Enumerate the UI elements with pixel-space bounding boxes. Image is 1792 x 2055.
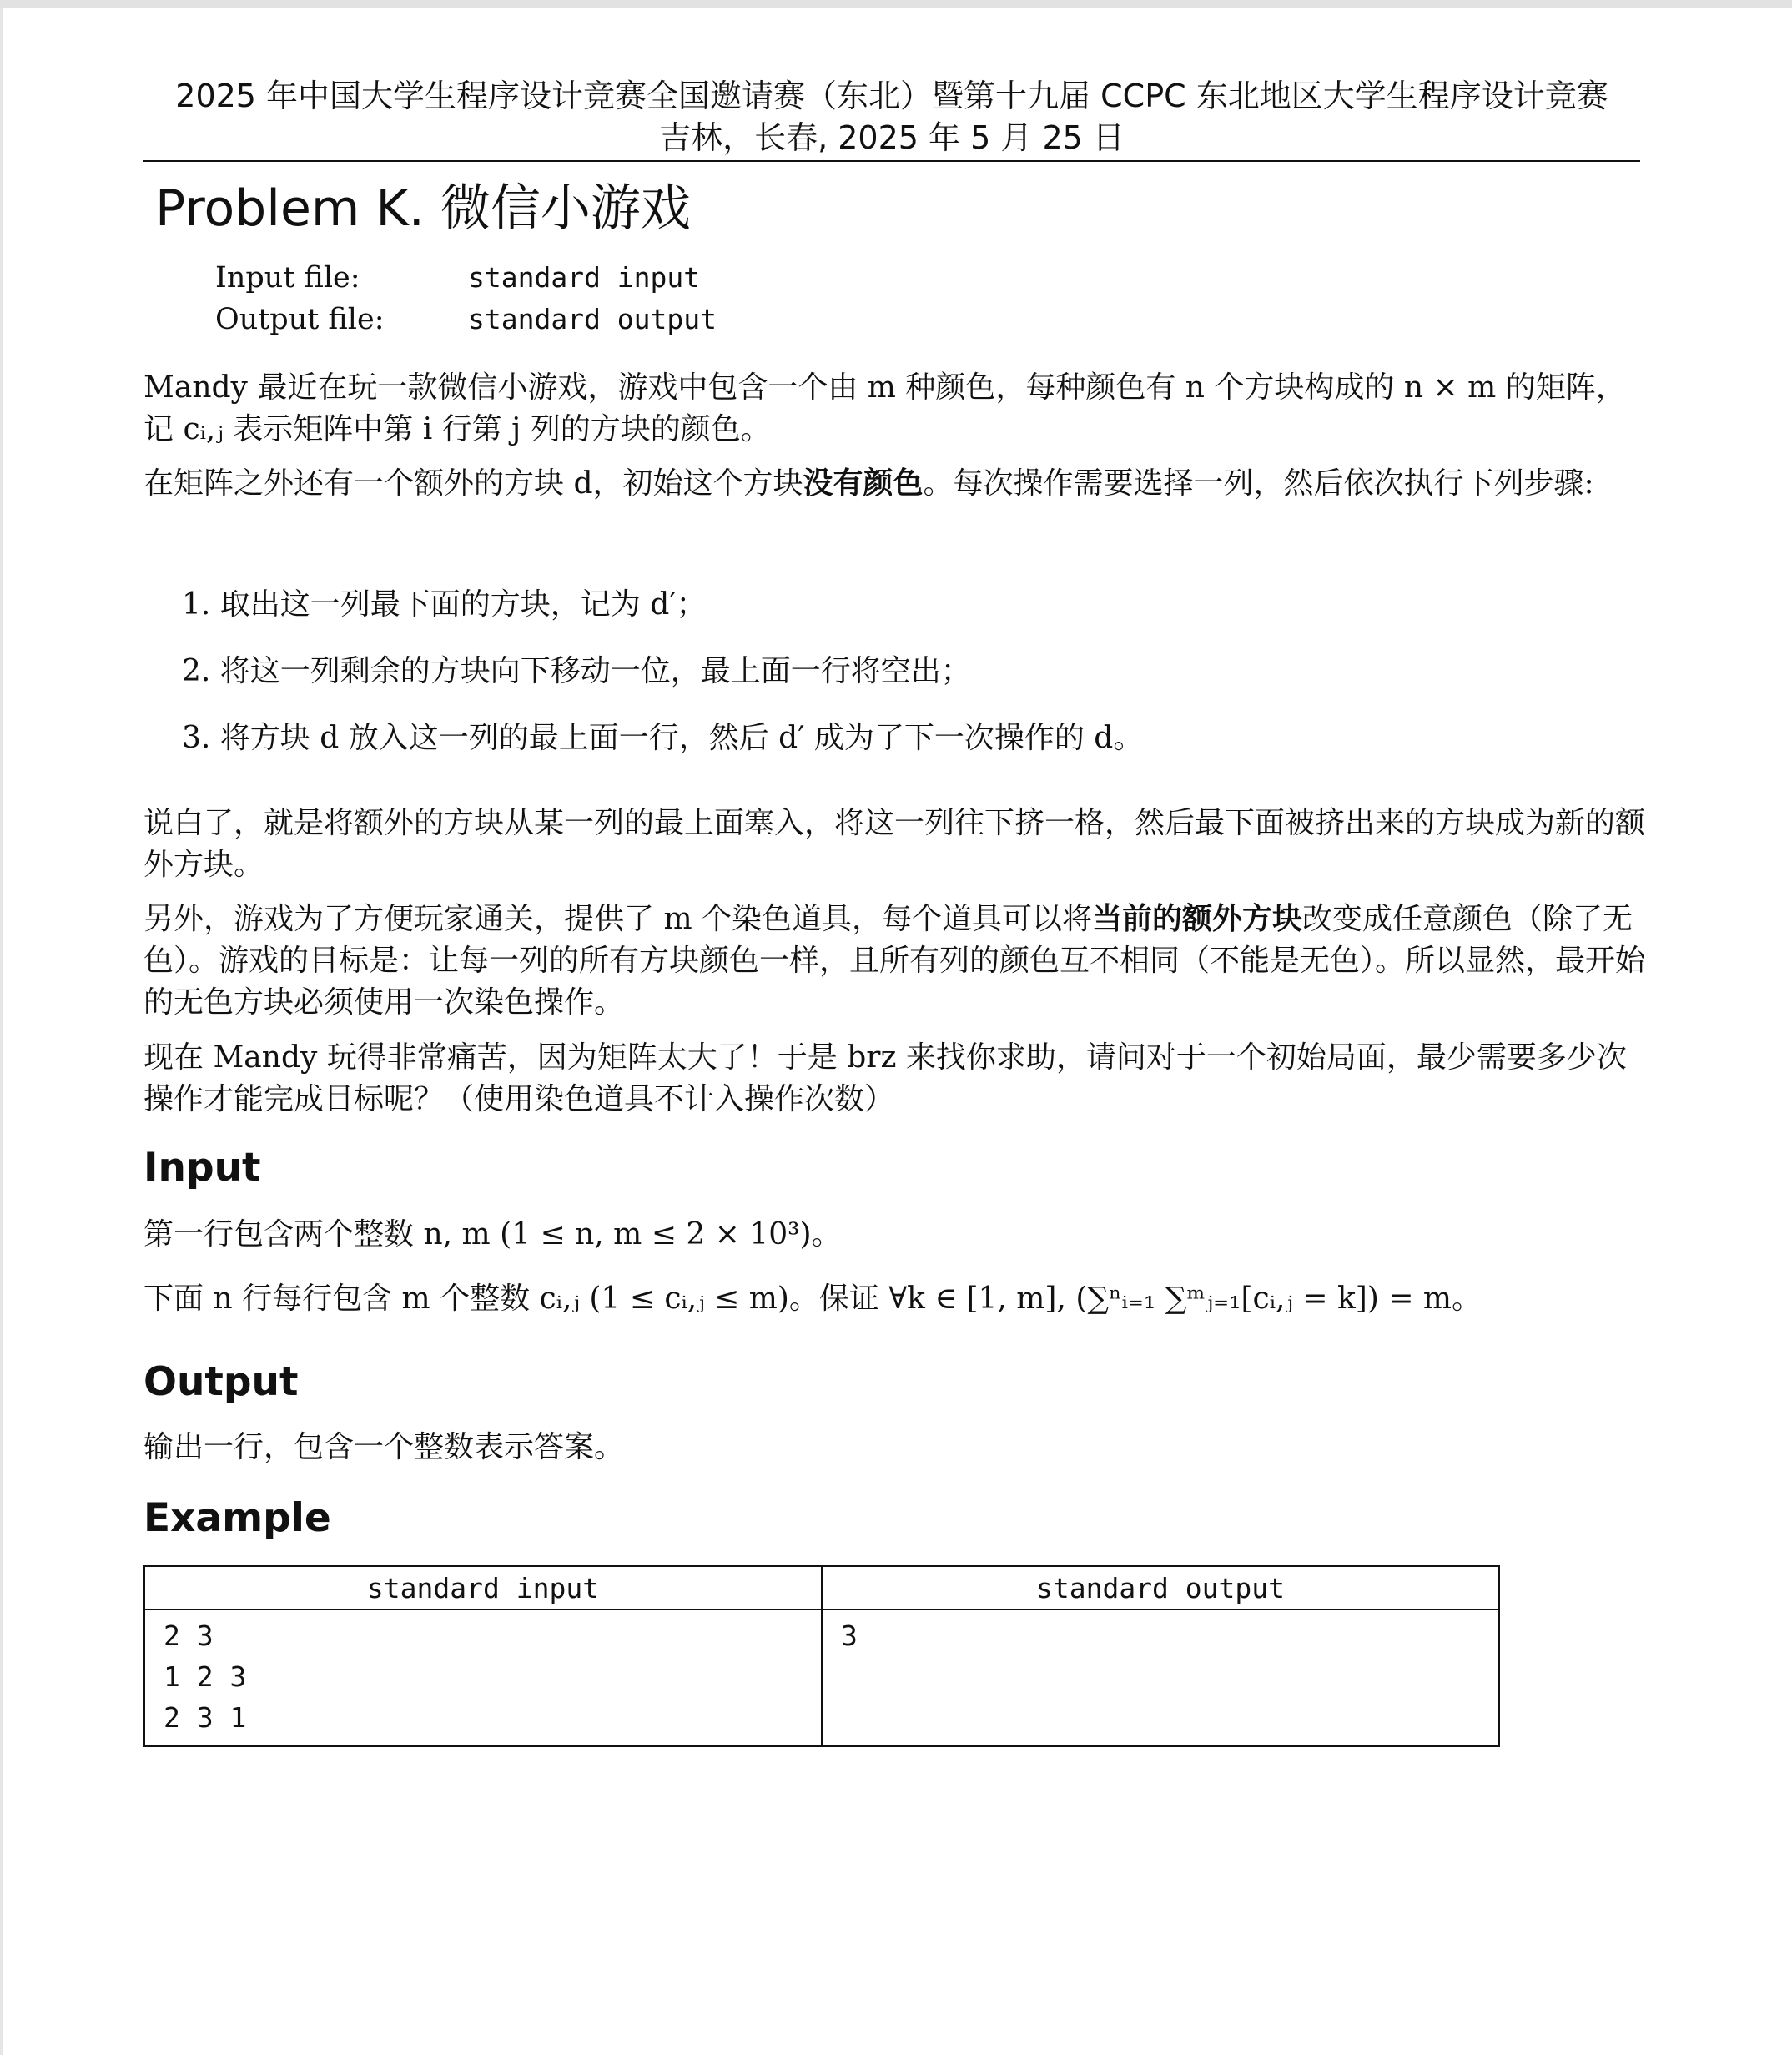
page-left-edge (0, 8, 3, 2055)
example-table (143, 1565, 1500, 1747)
p2-emphasis: 没有颜色 (803, 466, 924, 501)
input-line-1: 第一行包含两个整数 n, m (1 ≤ n, m ≤ 2 × 10³)。 (143, 1217, 842, 1252)
example-output-cell: 3 (822, 1609, 1499, 1746)
statement-paragraph-3: 说白了，就是将额外的方块从某一列的最上面塞入，将这一列往下挤一格，然后最下面被挤出来的方块成为新的额外方块。 (143, 806, 1646, 882)
input-heading: Input (143, 1145, 261, 1191)
example-input-cell: 2 3 1 2 3 2 3 1 (144, 1609, 822, 1746)
step-item: 1. 取出这一列最下面的方块，记为 d′； (182, 587, 707, 622)
output-file-label: Output file: (215, 303, 385, 336)
input-file-row (215, 257, 717, 299)
contest-location-date: 吉林，长春, 2025 年 5 月 25 日 (659, 119, 1125, 156)
example-input-header: standard input (144, 1566, 822, 1609)
statement-paragraph-4 (143, 899, 1645, 1024)
file-info (215, 257, 717, 340)
statement-paragraph-1: Mandy 最近在玩一款微信小游戏，游戏中包含一个由 m 种颜色，每种颜色有 n 个方块构成的 n × m 的矩阵，记 cᵢ,ⱼ 表示矩阵中第 i 行第 j 列的方块的颜色。 (143, 370, 1626, 446)
contest-header (143, 75, 1640, 159)
step-item: 3. 将方块 d 放入这一列的最上面一行，然后 d′ 成为了下一次操作的 d。 (182, 721, 1144, 755)
problem-title: Problem K. 微信小游戏 (155, 179, 691, 238)
output-heading: Output (143, 1359, 299, 1405)
contest-name: 2025 年中国大学生程序设计竞赛全国邀请赛（东北）暨第十九届 CCPC 东北地区大学生程序设计竞赛 (175, 78, 1608, 114)
input-line-2: 下面 n 行每行包含 m 个整数 cᵢ,ⱼ (1 ≤ cᵢ,ⱼ ≤ m)。保证 ∀k ∈ [1, m], (∑ⁿᵢ₌₁ ∑ᵐⱼ₌₁[cᵢ,ⱼ = k]) = m。 (143, 1282, 1482, 1316)
viewer-top-bar (0, 0, 1792, 8)
example-output-header: standard output (822, 1566, 1499, 1609)
example-data-row (144, 1609, 1499, 1746)
p4-emphasis: 当前的额外方块 (1092, 902, 1303, 936)
output-line-1: 输出一行，包含一个整数表示答案。 (143, 1430, 625, 1464)
p4-text-after: 改变成任意颜色（除了无色）。游戏的目标是：让每一列的所有方块颜色一样，且所有列的颜色互不相同（不能是无色）。所以显然，最开始的无色方块必须使用一次染色操作。 (143, 902, 1646, 1020)
p4-text-before: 另外，游戏为了方便玩家通关，提供了 m 个染色道具，每个道具可以将 (143, 902, 1093, 936)
example-heading: Example (143, 1495, 331, 1541)
output-file-row (215, 299, 717, 340)
statement-paragraph-2 (143, 463, 1645, 505)
p2-text-before: 在矩阵之外还有一个额外的方块 d，初始这个方块 (143, 466, 803, 501)
input-file-value: standard input (468, 261, 701, 294)
example-header-row (144, 1566, 1499, 1609)
header-divider (143, 160, 1640, 162)
p2-text-after: 。每次操作需要选择一列，然后依次执行下列步骤: (923, 466, 1594, 501)
step-item: 2. 将这一列剩余的方块向下移动一位，最上面一行将空出； (182, 654, 971, 688)
statement-paragraph-5: 现在 Mandy 玩得非常痛苦，因为矩阵太大了！于是 brz 来找你求助，请问对于一个初始局面，最少需要多少次操作才能完成目标呢？（使用染色道具不计入操作次数） (143, 1040, 1627, 1116)
input-file-label: Input file: (215, 261, 360, 295)
output-file-value: standard output (468, 303, 717, 335)
